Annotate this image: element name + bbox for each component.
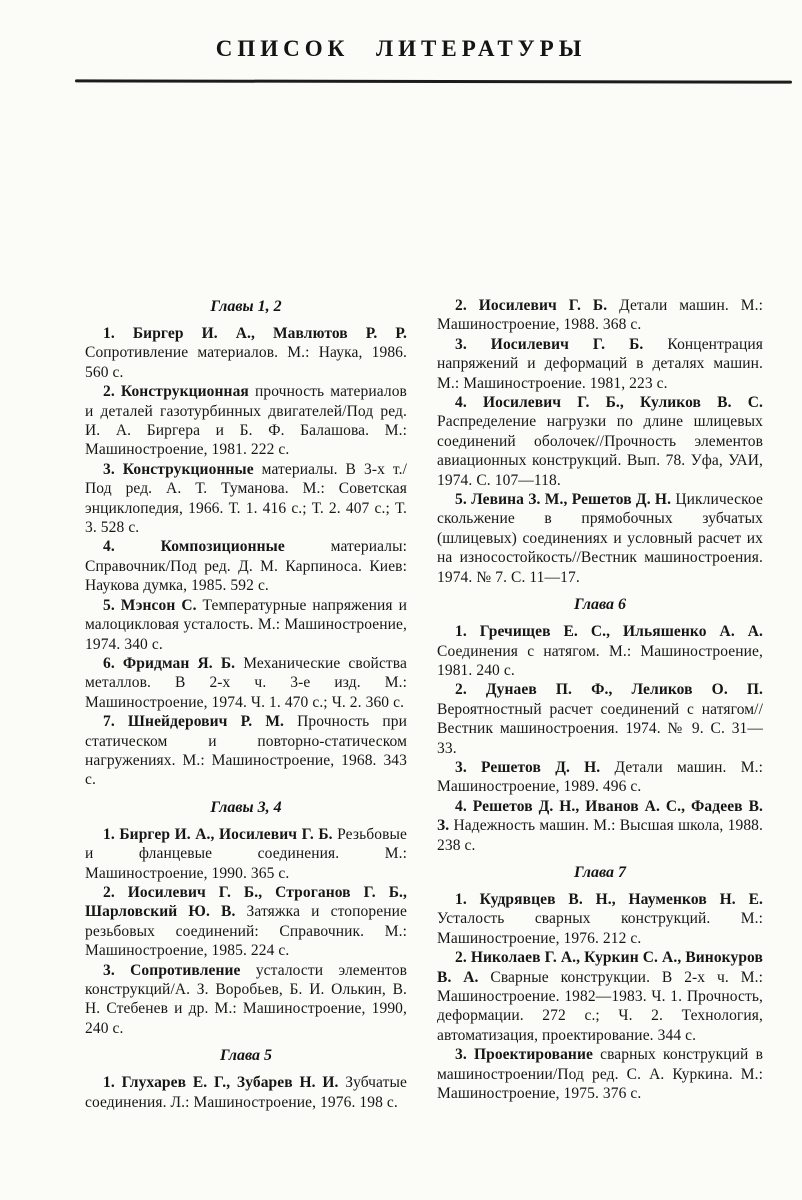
reference-entry: 2. Дунаев П. Ф., Леликов О. П. Вероятностный расчет соединений с натягом//Вестник машиностроения. 1974. № 9. С. 31—33. bbox=[437, 681, 763, 757]
entry-lead-bold: 3. Конструкционные bbox=[103, 460, 254, 478]
entry-lead-bold: 3. Иосилевич Г. Б. bbox=[455, 335, 644, 353]
entry-lead-bold: 2. Конструкционная bbox=[103, 383, 249, 401]
entry-lead-bold: 2. Дунаев П. Ф., Леликов О. П. bbox=[455, 681, 763, 699]
entry-lead-bold: 5. Мэнсон С. bbox=[103, 596, 197, 614]
left-column bbox=[85, 296, 407, 1112]
reference-entry: 3. Проектирование сварных конструкций в машиностроении/Под ред. С. А. Куркина. М.: Машиностроение, 1975. 376 с. bbox=[437, 1046, 763, 1103]
reference-entry: 4. Композиционные материалы: Справочник/Под ред. Д. М. Карпиноса. Киев: Наукова думка, 1985. 592 с. bbox=[85, 538, 407, 595]
reference-entry: 5. Мэнсон С. Температурные напряжения и малоцикловая усталость. М.: Машиностроение, 1974. 340 с. bbox=[85, 596, 407, 653]
entry-lead-bold: 4. Композиционные bbox=[103, 538, 285, 556]
reference-entry: 1. Биргер И. А., Мавлютов Р. Р. Сопротивление материалов. М.: Наука, 1986. 560 с. bbox=[85, 325, 407, 381]
reference-entry: 1. Гречищев Е. С., Ильяшенко А. А. Соединения с натягом. М.: Машиностроение, 1981. 240 с. bbox=[437, 623, 763, 679]
reference-entry: 7. Шнейдерович Р. М. Прочность при статическом и повторно-статическом нагружениях. М.: Машиностроение, 1968. 343 с. bbox=[85, 713, 407, 789]
title-divider-rule bbox=[75, 79, 792, 83]
entry-lead-bold: 6. Фридман Я. Б. bbox=[103, 654, 236, 672]
entry-lead-bold: 2. Николаев Г. А., Куркин С. А., Винокуров В. А. bbox=[437, 949, 763, 986]
chapter-heading: Главы 1, 2 bbox=[210, 298, 282, 315]
entry-lead-bold: 7. Шнейдерович Р. М. bbox=[103, 713, 285, 731]
chapter-heading: Глава 6 bbox=[573, 596, 627, 614]
entry-lead-bold: 1. Биргер И. А., Мавлютов Р. Р. bbox=[103, 325, 407, 342]
reference-entry: 3. Конструкционные материалы. В 3-х т./Под ред. А. Т. Туманова. М.: Советская энциклопедия, 1966. Т. 1. 416 с.; Т. 2. 407 с.; Т. 3. 528 с. bbox=[85, 460, 407, 537]
reference-entry: 4. Решетов Д. Н., Иванов А. С., Фадеев В. З. Надежность машин. М.: Высшая школа, 1988. 238 с. bbox=[437, 797, 763, 854]
reference-entry: 6. Фридман Я. Б. Механические свойства металлов. В 2-х ч. 3-е изд. М.: Машиностроение, 1974. Ч. 1. 470 с.; Ч. 2. 360 с. bbox=[85, 654, 407, 711]
chapter-heading: Глава 5 bbox=[219, 1047, 273, 1065]
reference-entry: 2. Конструкционная прочность материалов и деталей газотурбинных двигателей/Под ред. И. А. Биргера и Б. Ф. Балашова. М.: Машиностроение, 1981. 222 с. bbox=[85, 383, 407, 459]
entry-lead-bold: 4. Решетов Д. Н., Иванов А. С., Фадеев В. З. bbox=[437, 797, 763, 835]
entry-lead-bold: 1. Гречищев Е. С., Ильяшенко А. А. bbox=[455, 623, 763, 641]
reference-entry: 1. Глухарев Е. Г., Зубарев Н. И. Зубчатые соединения. Л.: Машиностроение, 1976. 198 с. bbox=[85, 1074, 407, 1111]
entry-lead-bold: 3. Сопротивление bbox=[103, 961, 241, 979]
reference-entry: 3. Решетов Д. Н. Детали машин. М.: Машиностроение, 1989. 496 с. bbox=[437, 758, 763, 796]
bibliography-content bbox=[85, 296, 763, 1112]
reference-entry: 2. Иосилевич Г. Б., Строганов Г. Б., Шарловский Ю. В. Затяжка и стопорение резьбовых соединений: Справочник. М.: Машиностроение, 1985. 224 с. bbox=[85, 883, 407, 960]
chapter-heading: Главы 3, 4 bbox=[210, 798, 282, 816]
reference-entry: 1. Кудрявцев В. Н., Науменков Н. Е. Усталость сварных конструкций. М.: Машиностроение, 1976. 212 с. bbox=[437, 890, 763, 947]
reference-entry: 5. Левина З. М., Решетов Д. Н. Циклическое скольжение в прямобочных зубчатых (шлицевых) соединениях и условный расчет их на износостойкость//Вестник машиностроения. 1974. № 7. С. 11—17. bbox=[437, 491, 763, 586]
entry-lead-bold: 4. Иосилевич Г. Б., Куликов В. С. bbox=[455, 394, 763, 412]
entry-lead-bold: 3. Проектирование bbox=[455, 1046, 593, 1064]
entry-lead-bold: 5. Левина З. М., Решетов Д. Н. bbox=[455, 491, 672, 509]
entry-lead-bold: 1. Биргер И. А., Иосилевич Г. Б. bbox=[103, 825, 333, 843]
reference-entry: 2. Николаев Г. А., Куркин С. А., Винокуров В. А. Сварные конструкции. В 2-х ч. М.: Машиностроение. 1982—1983. Ч. 1. Прочность, деформации. 272 с.; Ч. 2. Технология, автоматизация, проектирование. 344 с. bbox=[437, 949, 763, 1044]
reference-entry: 3. Сопротивление усталости элементов конструкций/А. З. Воробьев, Б. И. Олькин, В. Н. Стебенев и др. М.: Машиностроение, 1990, 240 с. bbox=[85, 961, 407, 1037]
entry-lead-bold: 1. Кудрявцев В. Н., Науменков Н. Е. bbox=[455, 890, 763, 908]
reference-entry: 4. Иосилевич Г. Б., Куликов В. С. Распределение нагрузки по длине шлицевых соединений оболочек//Прочность элементов авиационных конструкций. Вып. 78. Уфа, УАИ, 1974. С. 107—118. bbox=[437, 394, 763, 489]
entry-lead-bold: 2. Иосилевич Г. Б. bbox=[455, 297, 608, 314]
entry-lead-bold: 2. Иосилевич Г. Б., Строганов Г. Б., Шарловский Ю. В. bbox=[85, 883, 407, 921]
entry-lead-bold: 3. Решетов Д. Н. bbox=[455, 758, 601, 776]
reference-entry: 2. Иосилевич Г. Б. Детали машин. М.: Машиностроение, 1988. 368 с. bbox=[437, 297, 763, 334]
right-column bbox=[437, 296, 763, 1112]
page-title: СПИСОК ЛИТЕРАТУРЫ bbox=[215, 36, 587, 61]
reference-entry: 1. Биргер И. А., Иосилевич Г. Б. Резьбовые и фланцевые соединения. М.: Машиностроение, 1990. 365 с. bbox=[85, 825, 407, 882]
chapter-heading: Глава 7 bbox=[573, 863, 627, 881]
entry-lead-bold: 1. Глухарев Е. Г., Зубарев Н. И. bbox=[103, 1074, 339, 1092]
reference-entry: 3. Иосилевич Г. Б. Концентрация напряжений и деформаций в деталях машин. М.: Машиностроение. 1981, 223 с. bbox=[437, 335, 763, 392]
